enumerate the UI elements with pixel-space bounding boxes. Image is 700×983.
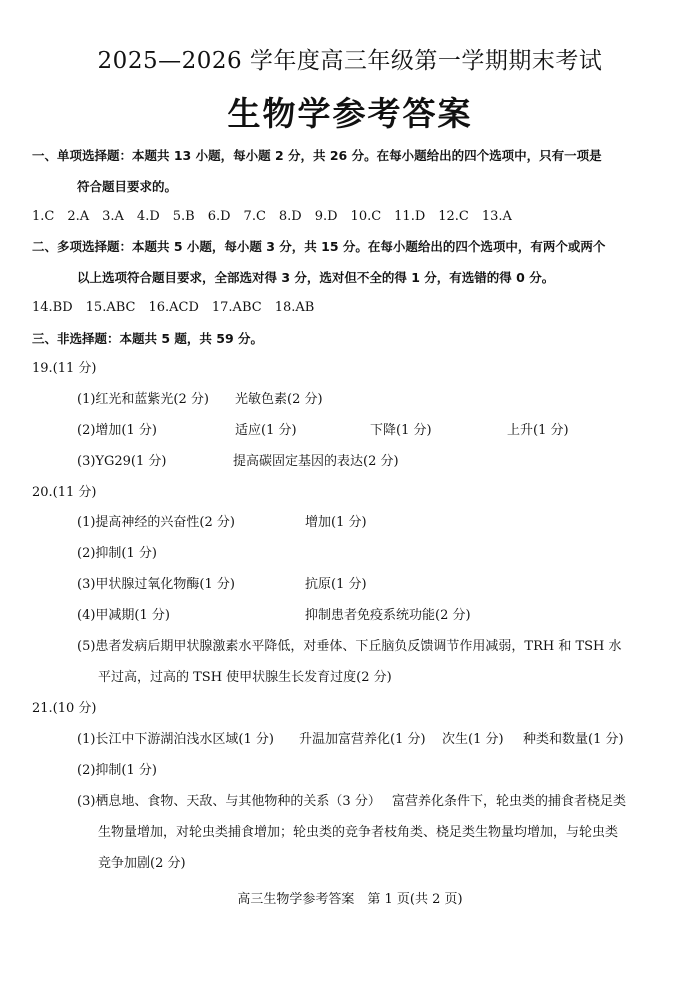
q19-answer-1a: (1)红光和蓝紫光(2 分) [77,392,209,407]
section3-instruction: 三、非选择题：本题共 5 题，共 59 分。 [32,331,264,346]
q19-answer-2d: 上升(1 分) [507,423,569,438]
q20-heading: 20.(11 分) [32,485,97,500]
q19-heading: 19.(11 分) [32,361,97,376]
q19-answer-2a: (2)增加(1 分) [77,423,157,438]
section2-instruction-line2: 以上选项符合题目要求，全部选对得 3 分，选对但不全的得 1 分，有选错的得 0 分。 [77,270,555,285]
q20-answer-1a: (1)提高神经的兴奋性(2 分) [77,515,235,530]
q21-answer-3a: (3)栖息地、食物、天敌、与其他物种的关系（3 分） [77,794,381,809]
q20-answer-4b: 抑制患者免疫系统功能(2 分) [305,608,471,623]
q19-answer-3b: 提高碳固定基因的表达(2 分) [233,454,399,469]
q20-answer-1b: 增加(1 分) [305,515,367,530]
page-footer: 高三生物学参考答案 第 1 页(共 2 页) [237,892,463,907]
q21-answer-1c: 次生(1 分) [442,732,504,747]
document-title: 生物学参考答案 [227,94,473,133]
section1-answers: 1.C 2.A 3.A 4.D 5.B 6.D 7.C 8.D 9.D 10.C 11.D 12.C 13.A [32,209,512,224]
q21-answer-1a: (1)长江中下游湖泊浅水区域(1 分) [77,732,274,747]
q21-answer-3-line3: 竞争加剧(2 分) [98,856,186,871]
q19-answer-2c: 下降(1 分) [370,423,432,438]
q21-answer-3-line2: 生物量增加，对轮虫类捕食增加；轮虫类的竞争者枝角类、桡足类生物量均增加，与轮虫类 [98,825,619,840]
section2-answers: 14.BD 15.ABC 16.ACD 17.ABC 18.AB [32,300,315,315]
q19-answer-3a: (3)YG29(1 分) [77,454,167,469]
section2-instruction-line1: 二、多项选择题：本题共 5 小题，每小题 3 分，共 15 分。在每小题给出的四个选项中，有两个或两个 [32,239,606,254]
q19-answer-1b: 光敏色素(2 分) [235,392,323,407]
q19-answer-2b: 适应(1 分) [235,423,297,438]
q20-answer-5-line2: 平过高，过高的 TSH 使甲状腺生长发育过度(2 分) [98,670,392,685]
q20-answer-3b: 抗原(1 分) [305,577,367,592]
q20-answer-2a: (2)抑制(1 分) [77,546,157,561]
q20-answer-3a: (3)甲状腺过氧化物酶(1 分) [77,577,235,592]
section1-instruction-line2: 符合题目要求的。 [77,179,178,194]
q21-heading: 21.(10 分) [32,701,97,716]
q21-answer-1d: 种类和数量(1 分) [523,732,624,747]
q20-answer-4a: (4)甲减期(1 分) [77,608,170,623]
section1-instruction-line1: 一、单项选择题：本题共 13 小题，每小题 2 分，共 26 分。在每小题给出的四个选项中，只有一项是 [32,148,602,163]
q21-answer-2a: (2)抑制(1 分) [77,763,157,778]
q21-answer-3b: 富营养化条件下，轮虫类的捕食者桡足类 [392,794,627,809]
q20-answer-5-line1: (5)患者发病后期甲状腺激素水平降低，对垂体、下丘脑负反馈调节作用减弱，TRH 和 TSH 水 [77,639,622,654]
exam-title: 2025—2026 学年度高三年级第一学期期末考试 [97,48,603,74]
q21-answer-1b: 升温加富营养化(1 分) [299,732,426,747]
